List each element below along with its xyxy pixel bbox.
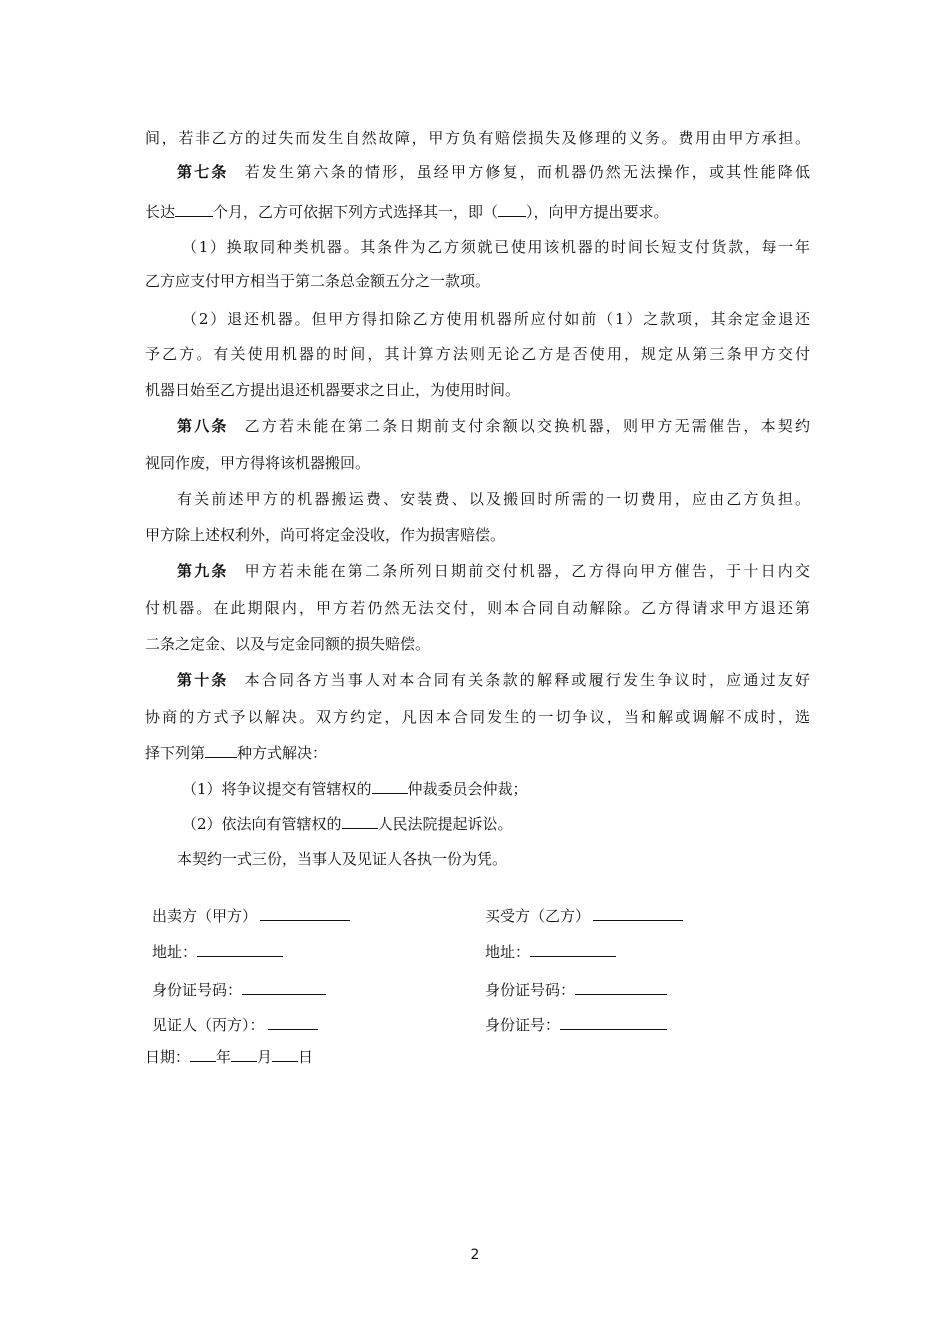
- day-label: 日: [298, 1048, 314, 1066]
- page-number: 2: [470, 1247, 480, 1263]
- article-10-text-b: 种方式解决：: [237, 744, 328, 762]
- article-8-title: 第八条: [177, 417, 229, 435]
- option-1-text-a: （1）将争议提交有管辖权的: [182, 780, 372, 798]
- buyer-signature: [485, 906, 683, 926]
- seller-id-label: 身份证号码：: [152, 981, 243, 999]
- article-7-title: 第七条: [177, 163, 229, 181]
- seller-address-label: 地址：: [152, 943, 198, 961]
- article-10-line-2: 协商的方式予以解决。双方约定，凡因本合同发生的一切争议，当和解或调解不成时，选: [145, 708, 810, 726]
- article-9-line-3: 二条之定金、以及与定金同额的损失赔偿。: [145, 635, 431, 653]
- buyer-address-label: 地址：: [485, 943, 531, 961]
- date-label: 日期：: [145, 1048, 191, 1066]
- court-blank[interactable]: [342, 814, 378, 829]
- copies-statement: 本契约一式三份，当事人及见证人各执一份为凭。: [177, 850, 508, 868]
- article-7-line-2: [145, 202, 810, 222]
- article-7-option-2-line-3: 机器日始至乙方提出退还机器要求之日止，为使用时间。: [145, 381, 521, 399]
- article-10-option-1: [145, 779, 847, 799]
- article-7-text-c: ），向甲方提出要求。: [526, 203, 669, 221]
- option-2-text-b: 人民法院提起诉讼。: [377, 815, 513, 833]
- method-blank[interactable]: [205, 743, 237, 758]
- article-7-option-1-line-1: （1）换取同种类机器。其条件为乙方须就已使用该机器的时间长短支付货款，每一年: [182, 238, 810, 256]
- article-7-line: [145, 162, 810, 182]
- choice-blank[interactable]: [498, 202, 526, 217]
- article-8-line-1: [145, 416, 810, 436]
- seller-address: [152, 942, 283, 962]
- witness-label: 见证人（丙方）：: [152, 1016, 265, 1034]
- seller-label: 出卖方（甲方）: [152, 907, 258, 925]
- date-line: [145, 1047, 313, 1067]
- article-9-line-1: [145, 561, 810, 581]
- article-7-text-b: 个月，乙方可依据下列方式选择其一，即（: [213, 203, 499, 221]
- seller-id-blank[interactable]: [242, 980, 326, 995]
- article-10-title: 第十条: [177, 671, 229, 689]
- year-blank[interactable]: [190, 1047, 216, 1062]
- buyer-id-label: 身份证号码：: [485, 981, 576, 999]
- article-7-text: 若发生第六条的情形，虽经甲方修复，而机器仍然无法操作，或其性能降低: [244, 163, 810, 181]
- buyer-label: 买受方（乙方）: [485, 907, 591, 925]
- year-label: 年: [216, 1048, 232, 1066]
- month-label: 月: [257, 1048, 273, 1066]
- month-blank[interactable]: [231, 1047, 257, 1062]
- witness-id-label: 身份证号：: [485, 1016, 561, 1034]
- article-10-line-3: [145, 743, 810, 763]
- article-10-option-2: [145, 814, 847, 834]
- buyer-id: [485, 980, 667, 1000]
- article-7-option-2-line-2: 予乙方。有关使用机器的时间，其计算方法则无论乙方是否使用，规定从第三条甲方交付: [145, 345, 810, 363]
- day-blank[interactable]: [272, 1047, 298, 1062]
- article-8-line-3: 有关前述甲方的机器搬运费、安装费、以及搬回时所需的一切费用，应由乙方负担。: [177, 490, 810, 508]
- article-7-option-2-line-1: （2）退还机器。但甲方得扣除乙方使用机器所应付如前（1）之款项，其余定金退还: [182, 310, 810, 328]
- article-8-line-2: 视同作废，甲方得将该机器搬回。: [145, 454, 371, 472]
- witness-blank[interactable]: [268, 1015, 318, 1030]
- article-10-text: 本合同各方当事人对本合同有关条款的解释或履行发生争议时，应通过友好: [244, 671, 810, 689]
- option-2-text-a: （2）依法向有管辖权的: [182, 815, 342, 833]
- buyer-address: [485, 942, 616, 962]
- arbitration-blank[interactable]: [372, 779, 408, 794]
- buyer-blank[interactable]: [593, 906, 683, 921]
- article-9-title: 第九条: [177, 562, 229, 580]
- article-8-text: 乙方若未能在第二条日期前支付余额以交换机器，则甲方无需催告，本契约: [244, 417, 810, 435]
- article-10-text-a: 择下列第: [145, 744, 206, 762]
- buyer-address-blank[interactable]: [530, 942, 616, 957]
- buyer-id-blank[interactable]: [575, 980, 667, 995]
- seller-blank[interactable]: [260, 906, 350, 921]
- months-blank[interactable]: [175, 202, 213, 217]
- seller-signature: [152, 906, 350, 926]
- article-9-text: 甲方若未能在第二条所列日期前交付机器，乙方得向甲方催告，于十日内交: [244, 562, 810, 580]
- article-8-line-4: 甲方除上述权利外，尚可将定金没收，作为损害赔偿。: [145, 526, 506, 544]
- seller-id: [152, 980, 326, 1000]
- witness-id-blank[interactable]: [560, 1015, 667, 1030]
- article-9-line-2: 付机器。在此期限内，甲方若仍然无法交付，则本合同自动解除。乙方得请求甲方退还第: [145, 599, 810, 617]
- option-1-text-b: 仲裁委员会仲裁；: [407, 780, 528, 798]
- seller-address-blank[interactable]: [197, 942, 283, 957]
- paragraph-continuation: 间，若非乙方的过失而发生自然故障，甲方负有赔偿损失及修理的义务。费用由甲方承担。: [145, 129, 810, 147]
- article-10-line-1: [145, 670, 810, 690]
- article-7-text-a: 长达: [145, 203, 176, 221]
- witness-id: [485, 1015, 667, 1035]
- article-7-option-1-line-2: 乙方应支付甲方相当于第二条总金额五分之一款项。: [145, 272, 491, 290]
- witness-signature: [152, 1015, 318, 1035]
